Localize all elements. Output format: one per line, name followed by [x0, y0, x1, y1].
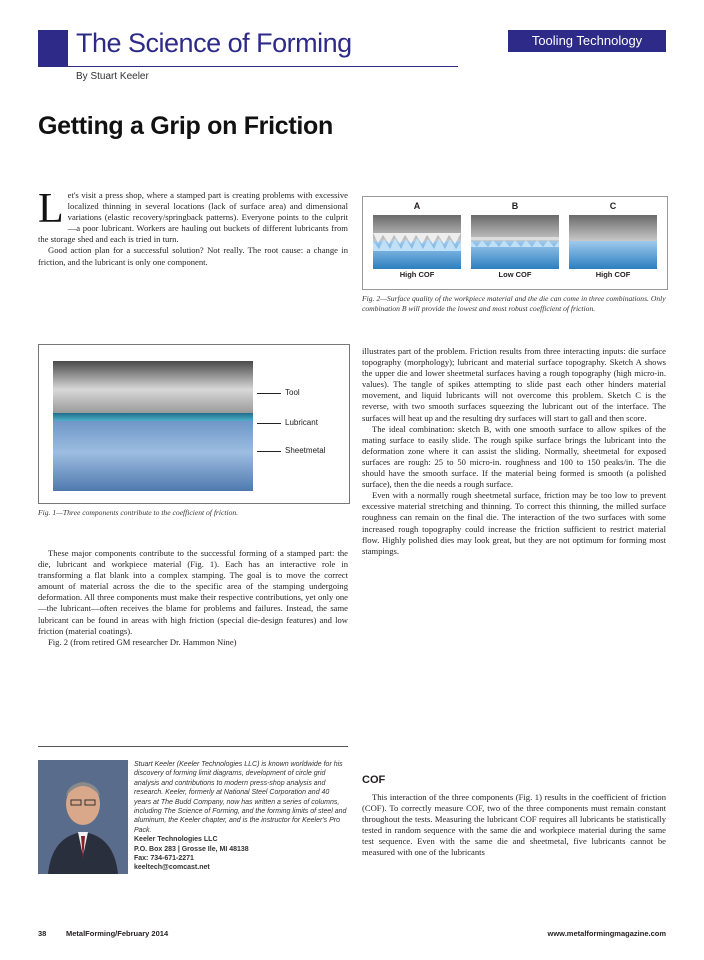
fig2-panel-b	[471, 215, 559, 269]
bio-fax: Fax: 734-671-2271	[134, 855, 194, 863]
header-accent-bar	[38, 30, 68, 66]
figure-1-caption: Fig. 1—Three components contribute to the coefficient of friction.	[38, 508, 239, 517]
fig2-letter-c: C	[609, 201, 617, 211]
figure-1	[38, 344, 350, 504]
article-title: Getting a Grip on Friction	[38, 112, 333, 140]
body-paragraph: The ideal combination: sketch B, with one smooth surface to allow spikes of the mating surface to easily slide. The rough spike surface brings the lubricant into the deformation zone where it can assist the sliding. Normally, sheetmetal for exposed surfaces are rough: 25 to 50 micro-in. roughness and 100 to 150 peaks/in. The die should have the smooth surface. If the material being formed is smooth (a polished surface), then the die needs a rough surface.	[362, 423, 666, 490]
publication-name: MetalForming/February 2014	[66, 929, 169, 938]
page-number: 38	[38, 929, 47, 938]
drop-cap: L	[38, 186, 64, 232]
section-tag: Tooling Technology	[508, 30, 666, 52]
intro-paragraph-2: Good action plan for a successful solution? Not really. The root cause: a change in friction, and the lubricant is only one component.	[38, 245, 348, 267]
fig2-panel-c	[569, 215, 657, 269]
fig2-die-surface	[569, 215, 657, 241]
fig2-letter-a: A	[413, 201, 421, 211]
body-paragraph: illustrates part of the problem. Friction results from three interacting inputs: die surface topography (morphology); lubricant and material surface topography. Sketch A shows the upper die and lower sheetmetal surfaces having a rough topography (high micro-in. values). The tangle of spikes attempting to slide past each other hinders material movement, and liquid lubricants will not overcome this problem. Sketch C is the reverse, with two smooth surfaces squeezing the lubricant out of the interface. The surfaces will heat up and the resulting dry surfaces will start to gall and then score.	[362, 346, 666, 423]
body-paragraph: This interaction of the three components (Fig. 1) results in the coefficient of friction (COF). To correctly measure COF, two of the three components must remain constant throughout the tests. Measuring the lubricant COF requires all lubricants be statistically tested in random sequence with the same die and workpiece material during the same test sequence. Even with the same die and sheetmetal, five lubricants cannot be measured with one of the lubricants	[362, 792, 666, 858]
figure-2-caption: Fig. 2—Surface quality of the workpiece material and the die can come in three combinations. Only combination B will provide the lowest and most robust coefficient of friction.	[362, 294, 666, 313]
intro-text	[38, 186, 348, 268]
column-2-body	[362, 346, 666, 557]
fig1-tool-arrow	[257, 393, 281, 394]
fig1-lubricant-arrow	[257, 423, 281, 424]
website-link[interactable]: www.metalformingmagazine.com	[547, 929, 666, 938]
bio-email[interactable]: keeltech@comcast.net	[134, 864, 210, 872]
byline: By Stuart Keeler	[76, 71, 149, 82]
fig1-label-tool: Tool	[285, 388, 300, 397]
fig1-lubricant-layer	[53, 413, 253, 421]
bio-description: Stuart Keeler (Keeler Technologies LLC) is known worldwide for his discovery of forming limit diagrams, development of circle grid analysis and contributions to modern press-shop analysis and research. Keeler, formerly at National Steel Corporation and 40 years at The Budd Company, now has written a series of columns, including The Science of Forming, and the forming limits of steel and aluminum, the Keeler chapter, and is the instructor for Keeler's Pro Pack.	[134, 761, 347, 834]
fig1-sheetmetal-layer	[53, 421, 253, 491]
fig1-label-sheetmetal: Sheetmetal	[285, 446, 326, 455]
figure-2	[362, 196, 668, 290]
author-bio	[134, 760, 348, 873]
fig2-panel-a	[373, 215, 461, 269]
fig1-tool-layer	[53, 361, 253, 413]
fig2-rough-spikes-icon	[373, 233, 461, 251]
fig1-label-lubricant: Lubricant	[285, 418, 318, 427]
header-rule	[38, 66, 458, 67]
fig2-sheet-surface	[569, 241, 657, 269]
intro-paragraph-1: et's visit a press shop, where a stamped part is creating problems with excessive localized thinning in several locations (lack of surface area) and dimensional variations (elastic recovery/springback patterns). Everyone points to the culprit—a poor lubricant. Workers are hauling out buckets of different lubricants from the storage shed and each is tried in turn.	[38, 190, 348, 245]
fig2-label-a: High COF	[399, 270, 435, 279]
body-paragraph: Fig. 2 (from retired GM researcher Dr. Hammon Nine)	[48, 636, 237, 647]
fig1-sheet-arrow	[257, 451, 281, 452]
bio-company: Keeler Technologies LLC	[134, 836, 218, 844]
section-heading-cof: COF	[362, 774, 386, 786]
column-1-body	[38, 548, 348, 648]
fig2-label-b: Low COF	[498, 270, 532, 279]
author-photo	[38, 760, 128, 874]
author-portrait-icon	[38, 760, 128, 874]
bio-rule	[38, 746, 348, 747]
body-paragraph: Even with a normally rough sheetmetal surface, friction may be too low to prevent excessive material stretching and thinning. To correct this thinning, the milled surface roughness can remain on the final die. The interaction of the two surfaces with some increased rough topography could increase the friction sufficient to restrict material flow. Highly polished dies may look great, but they are not optimum for forming most stampings.	[362, 490, 666, 556]
fig2-label-c: High COF	[595, 270, 631, 279]
cof-section-body	[362, 792, 666, 859]
fig2-letter-b: B	[511, 201, 519, 211]
bio-address: P.O. Box 283 | Grosse Ile, MI 48138	[134, 845, 249, 853]
body-paragraph: These major components contribute to the successful forming of a stamped part: the die, lubricant and workpiece material (Fig. 1). Each has an interactive role in transforming a flat blank into a complex stamping. The goal is to move the correct amount of material across the die to the specific area of the stamping undergoing deformation. All three components must make their respective contributions, yet only one—the lubricant—often receives the blame for problems and failures. Instead, the same lubricant can be found in areas with high friction (special die-design features) and low friction (material coatings).	[38, 548, 348, 636]
fig2-mixed-surface-icon	[471, 237, 559, 247]
column-title: The Science of Forming	[76, 28, 352, 58]
